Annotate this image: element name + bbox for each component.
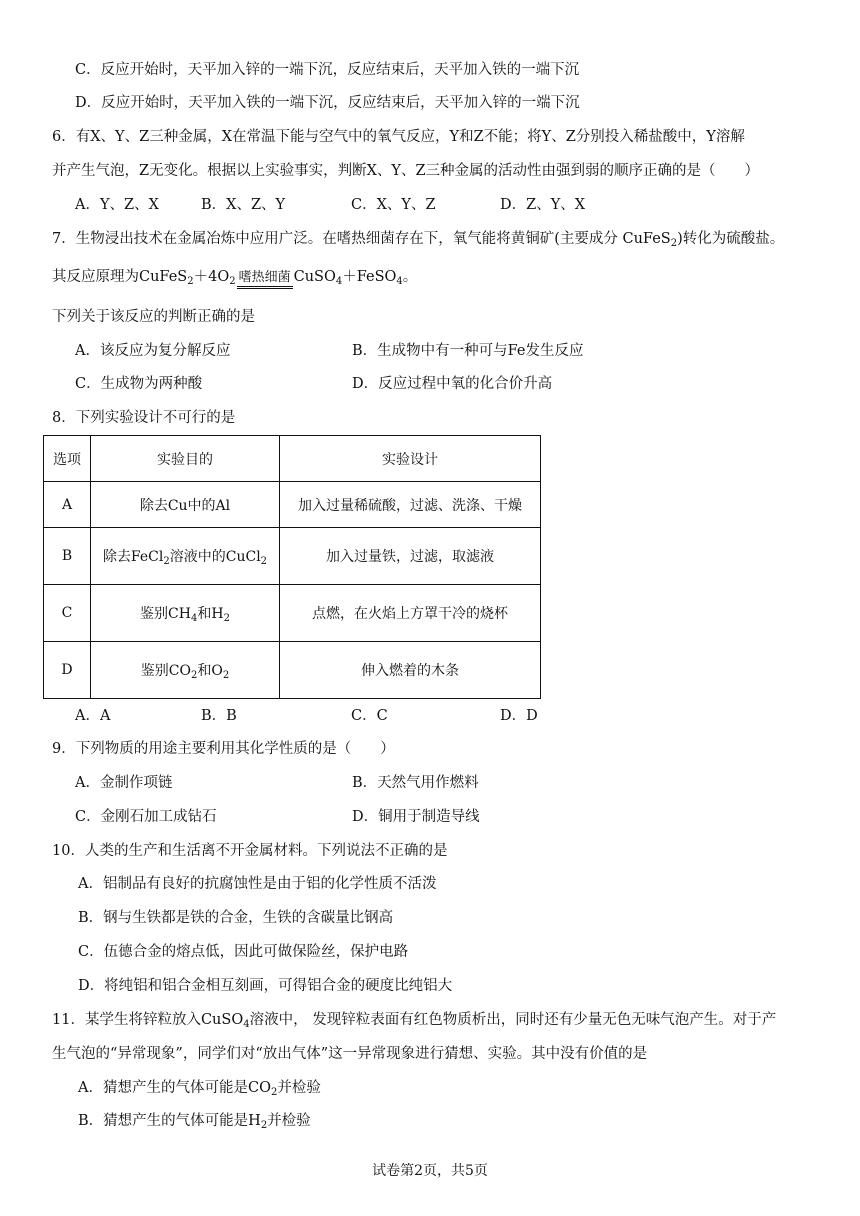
row-purpose: 除去FeCl$_2$溶液中的CuCl$_2$ [91,528,280,585]
table-header-row [44,436,541,482]
q6-option-c: C．X、Y、Z [351,197,436,213]
header-purpose: 实验目的 [91,436,280,482]
q10-option-c: C．伍德合金的熔点低，因此可做保险丝，保护电路 [78,944,409,960]
row-design: 加入过量稀硫酸，过滤、洗涤、干燥 [280,482,541,528]
row-option: D [44,642,91,699]
q11-option-b: B．猜想产生的气体可能是$H_2$并检验 [78,1113,311,1131]
q6-stem-line2: 并产生气泡，Z无变化。根据以上实验事实，判断X、Y、Z三种金属的活动性由强到弱的顺序正确的是（ ） [52,163,760,179]
q10-option-d: D．将纯铝和铝合金相互刻画，可得铝合金的硬度比纯铝大 [78,978,453,994]
q8-option-a: A．A [75,708,111,724]
q7-equation: 其反应原理为$CuFeS_2+4O_2$ 嗜热细菌 CuSO$_4$＋FeSO$_4$。 [52,269,418,287]
q8-stem: 8．下列实验设计不可行的是 [52,410,236,426]
row-design: 点燃，在火焰上方罩干冷的烧杯 [280,585,541,642]
row-design: 加入过量铁，过滤，取滤液 [280,528,541,585]
row-purpose: 鉴别$CO_2$和$O_2$ [91,642,280,699]
header-option: 选项 [44,436,91,482]
q5-option-d: D．反应开始时，天平加入铁的一端下沉，反应结束后，天平加入锌的一端下沉 [75,95,580,111]
q6-stem-line1: 6．有X、Y、Z三种金属，X在常温下能与空气中的氧气反应，Y和Z不能；将Y、Z分别投入稀盐酸中，Y溶解 [52,129,745,145]
q9-option-c: C．金刚石加工成钻石 [75,809,217,825]
table-row [44,642,541,699]
table-row [44,585,541,642]
row-option: C [44,585,91,642]
q11-stem-line1: 11．某学生将锌粒放入CuSO$_4$溶液中， 发现锌粒表面有红色物质析出，同时还有少量无色无味气泡产生。对于产 [52,1012,777,1030]
q6-option-b: B．X、Z、Y [201,197,286,213]
q11-stem-line2: 生气泡的“异常现象”，同学们对“放出气体”这一异常现象进行猜想、实验。其中没有价值的是 [52,1046,648,1062]
row-purpose: 鉴别$CH_4$和$H_2$ [91,585,280,642]
q11-option-a: A．猜想产生的气体可能是$CO_2$并检验 [78,1080,321,1098]
q6-option-a: A．Y、Z、X [75,197,159,213]
q9-option-b: B．天然气用作燃料 [352,775,479,791]
q8-option-b: B．B [201,708,237,724]
q7-option-a: A．该反应为复分解反应 [75,343,231,359]
q10-stem: 10．人类的生产和生活离不开金属材料。下列说法不正确的是 [52,843,448,859]
q9-stem: 9．下列物质的用途主要利用其化学性质的是（ ） [52,741,395,757]
q7-option-d: D．反应过程中氧的化合价升高 [352,376,553,392]
q8-option-c: C．C [351,708,388,724]
reaction-condition: 嗜热细菌 [237,270,293,289]
q10-option-a: A．铝制品有良好的抗腐蚀性是由于铝的化学性质不活泼 [78,876,437,892]
experiment-table [43,435,541,699]
row-design: 伸入燃着的木条 [280,642,541,699]
q10-option-b: B．钢与生铁都是铁的合金，生铁的含碳量比钢高 [78,910,394,926]
q9-option-a: A．金制作项链 [75,775,173,791]
q7-option-c: C．生成物为两种酸 [75,376,203,392]
q7-stem-line1: 7．生物浸出技术在金属冶炼中应用广泛。在嗜热细菌存在下，氧气能将黄铜矿(主要成分 CuFeS$_2$)转化为硫酸盐。 [52,231,785,249]
row-option: B [44,528,91,585]
q7-stem: 下列关于该反应的判断正确的是 [52,309,255,325]
row-purpose: 除去Cu中的Al [91,482,280,528]
header-design: 实验设计 [280,436,541,482]
table-row [44,528,541,585]
q8-option-d: D．D [500,708,538,724]
q6-option-d: D．Z、Y、X [500,197,586,213]
q5-option-c: C．反应开始时，天平加入锌的一端下沉，反应结束后，天平加入铁的一端下沉 [75,62,580,78]
q7-option-b: B．生成物中有一种可与Fe发生反应 [352,343,584,359]
q9-option-d: D．铜用于制造导线 [352,809,480,825]
table-row [44,482,541,528]
row-option: A [44,482,91,528]
page-footer: 试卷第2页，共5页 [372,1163,488,1179]
